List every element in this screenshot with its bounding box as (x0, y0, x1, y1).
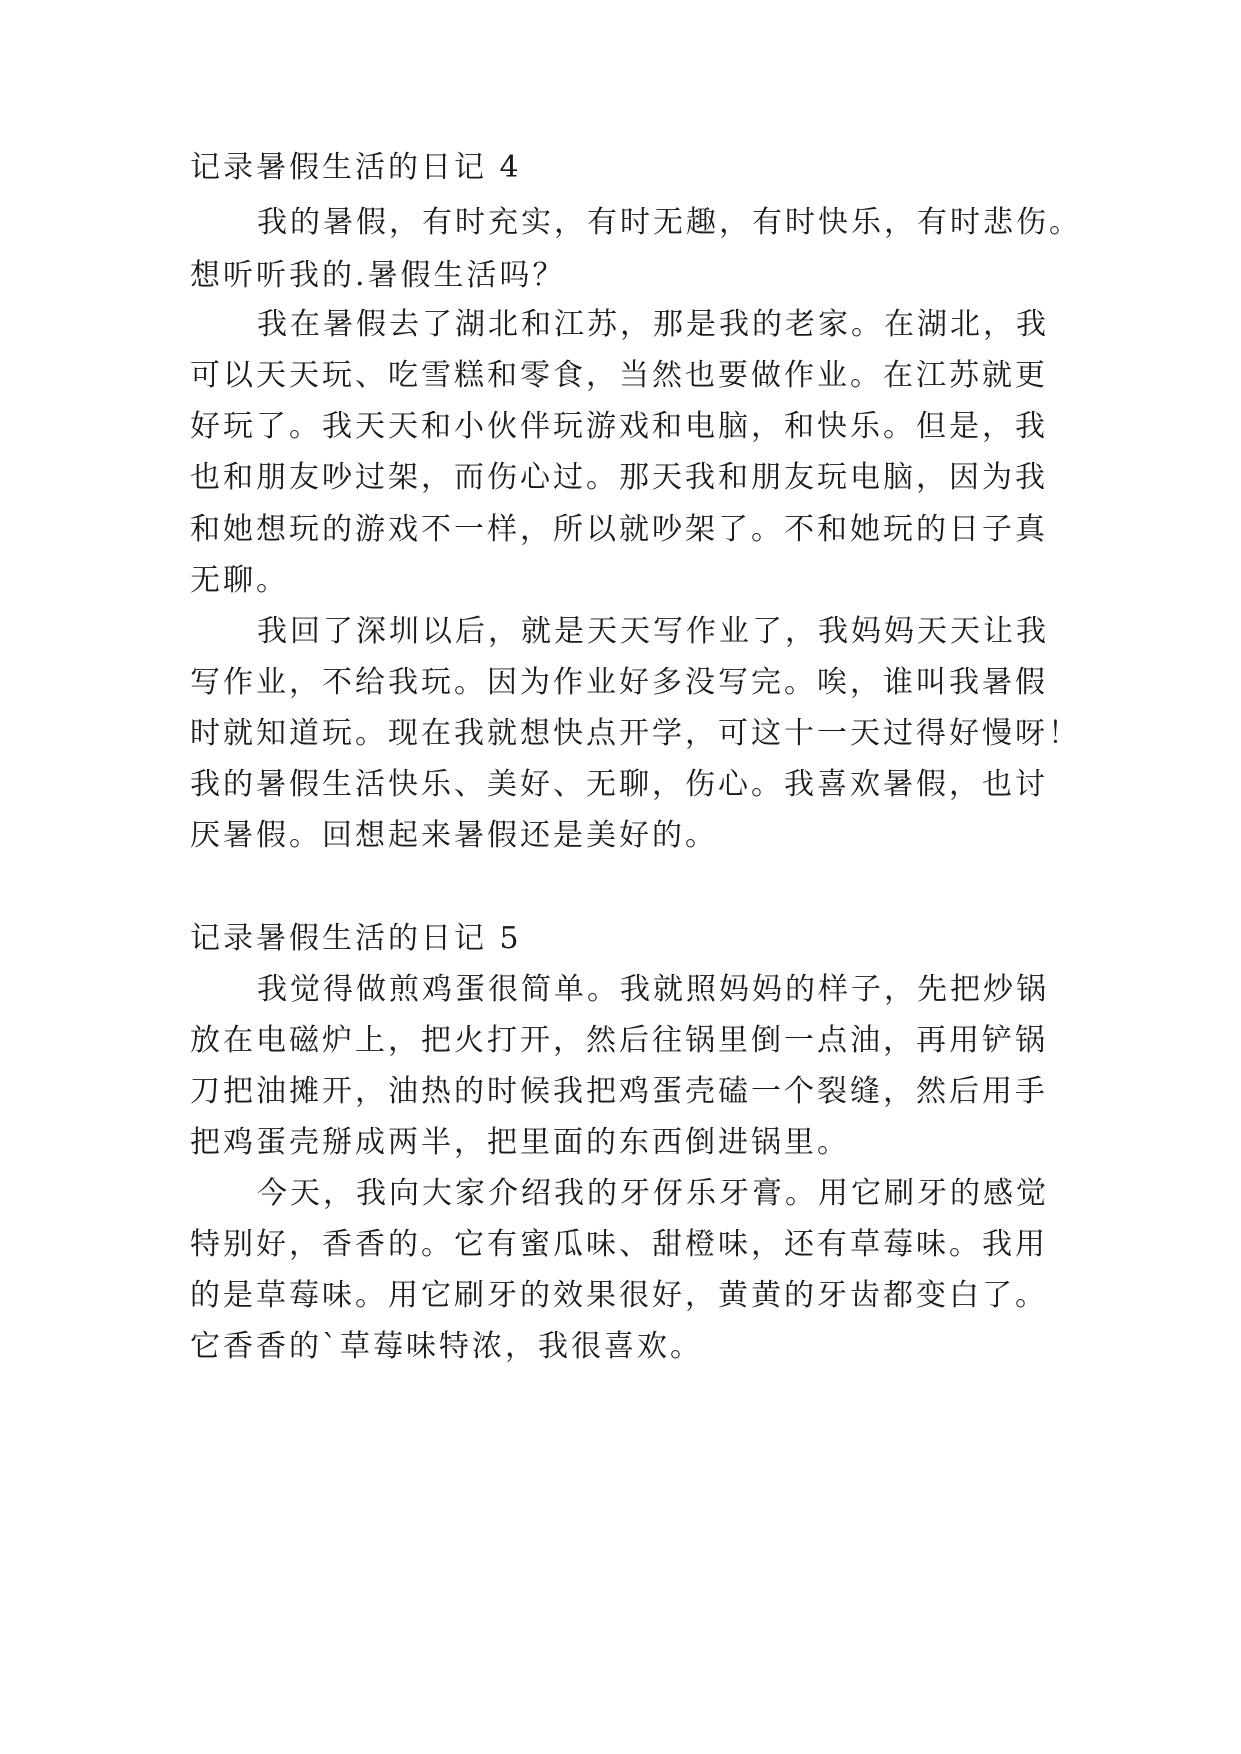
entry-4-line: 我在暑假去了湖北和江苏，那是我的老家。在湖北，我 (257, 307, 1049, 342)
entry-5-line: 今天，我向大家介绍我的牙伢乐牙膏。用它刷牙的感觉 (257, 1176, 1049, 1211)
entry-5-line: 刀把油摊开，油热的时候我把鸡蛋壳磕一个裂缝，然后用手 (190, 1074, 1048, 1109)
entry-4-line: 我的暑假，有时充实，有时无趣，有时快乐，有时悲伤。 (257, 205, 1082, 240)
entry-4-line: 也和朋友吵过架，而伤心过。那天我和朋友玩电脑，因为我 (190, 460, 1048, 495)
entry-4-line: 我的暑假生活快乐、美好、无聊，伤心。我喜欢暑假，也讨 (190, 767, 1048, 802)
entry-4-title: 记录暑假生活的日记 4 (190, 150, 522, 185)
entry-5-line: 我觉得做煎鸡蛋很简单。我就照妈妈的样子，先把炒锅 (257, 972, 1049, 1007)
entry-5-line: 放在电磁炉上，把火打开，然后往锅里倒一点油，再用铲锅 (190, 1023, 1048, 1058)
entry-4-line: 可以天天玩、吃雪糕和零食，当然也要做作业。在江苏就更 (190, 358, 1048, 393)
entry-4-line: 和她想玩的游戏不一样，所以就吵架了。不和她玩的日子真 (190, 512, 1048, 547)
entry-4-line: 想听听我的.暑假生活吗？ (190, 258, 566, 293)
entry-5-title: 记录暑假生活的日记 5 (190, 921, 522, 956)
entry-4-line: 厌暑假。回想起来暑假还是美好的。 (190, 818, 718, 853)
entry-5-line: 的是草莓味。用它刷牙的效果很好，黄黄的牙齿都变白了。 (190, 1278, 1048, 1313)
entry-5-line: 特别好，香香的。它有蜜瓜味、甜橙味，还有草莓味。我用 (190, 1227, 1048, 1262)
entry-4-line: 时就知道玩。现在我就想快点开学，可这十一天过得好慢呀！ (190, 716, 1081, 751)
entry-4-line: 无聊。 (190, 563, 289, 598)
entry-5-line: 它香香的`草莓味特浓，我很喜欢。 (190, 1329, 703, 1364)
entry-4-line: 我回了深圳以后，就是天天写作业了，我妈妈天天让我 (257, 614, 1049, 649)
entry-4-line: 写作业，不给我玩。因为作业好多没写完。唉，谁叫我暑假 (190, 665, 1048, 700)
entry-5-line: 把鸡蛋壳掰成两半，把里面的东西倒进锅里。 (190, 1125, 850, 1160)
entry-4-line: 好玩了。我天天和小伙伴玩游戏和电脑，和快乐。但是，我 (190, 409, 1048, 444)
